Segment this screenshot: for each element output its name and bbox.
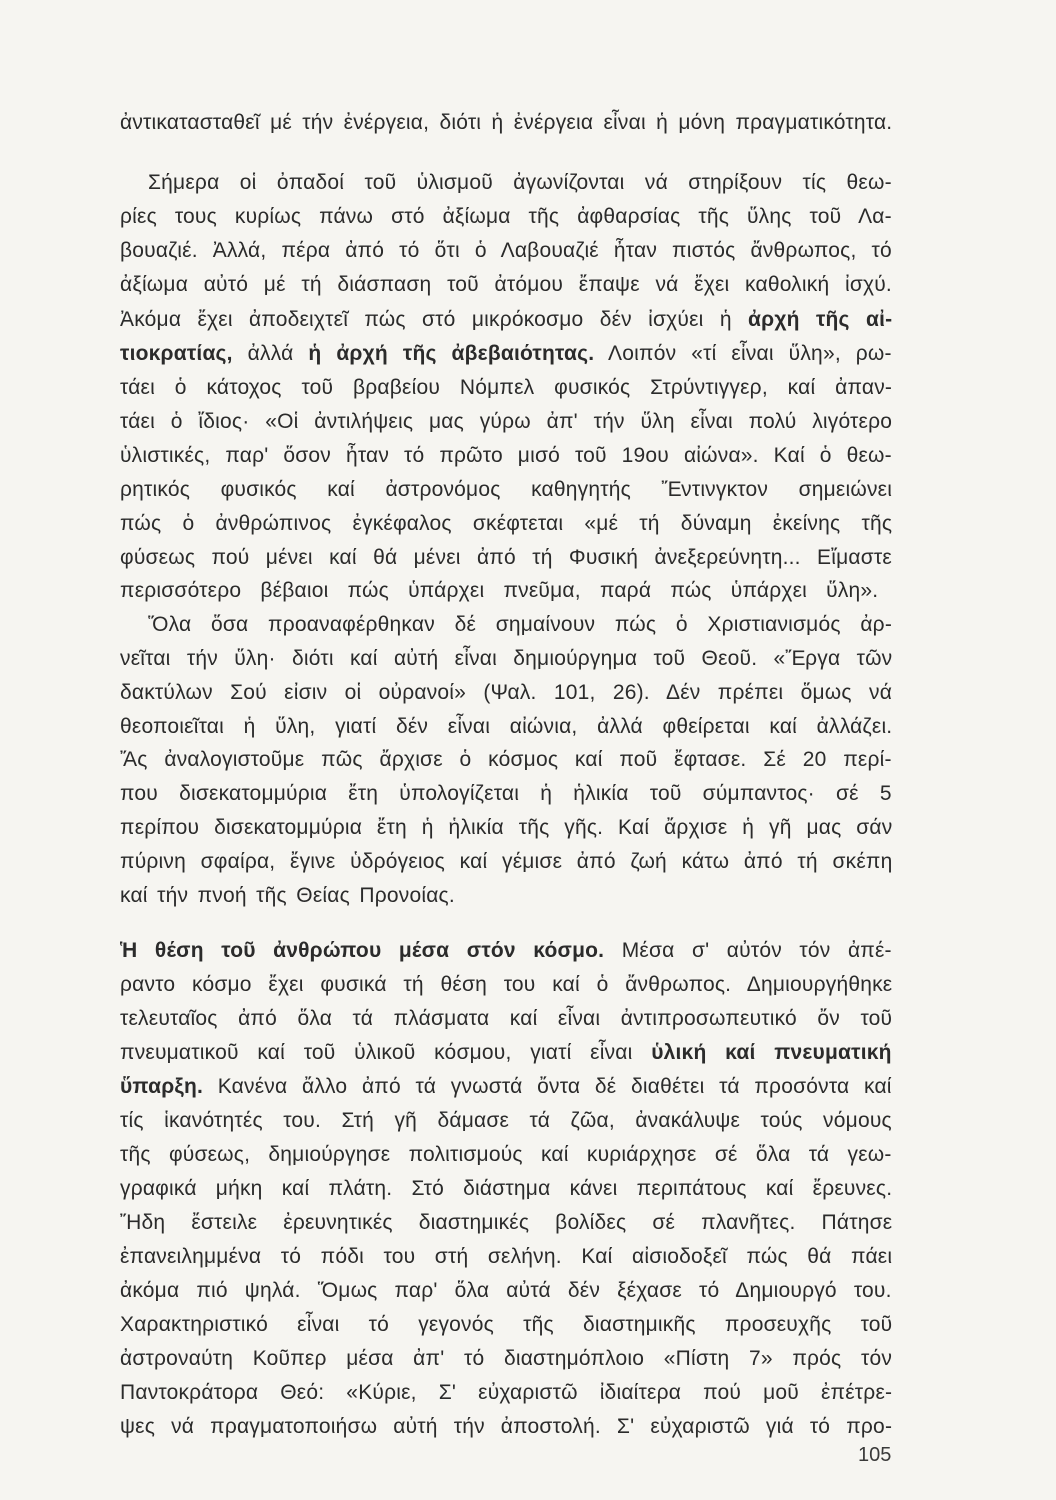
text-span: περίπου δισεκατομμύρια ἔτη ἡ ἡλικία τῆς γῆς. Καί ἄρχισε ἡ γῆ μας σάν (120, 816, 893, 839)
text-line (120, 307, 892, 333)
text-line (120, 375, 892, 401)
text-line (120, 1278, 892, 1304)
bold-text: ὕπαρξη. (120, 1075, 204, 1098)
text-line (120, 443, 892, 469)
text-line (120, 341, 892, 367)
text-line (120, 511, 892, 537)
text-line (120, 409, 892, 435)
text-line (120, 781, 892, 807)
text-line (120, 1414, 892, 1440)
text-span: πώς ὁ ἀνθρώπινος ἐγκέφαλος σκέφτεται «μέ τή δύναμη ἐκείνης τῆς (120, 512, 893, 535)
text-line (120, 883, 455, 909)
text-span: νεῖται τήν ὕλη· διότι καί αὐτή εἶναι δημιούργημα τοῦ Θεοῦ. «Ἔργα τῶν (120, 647, 893, 670)
text-span: ρητικός φυσικός καί ἀστρονόμος καθηγητής Ἔντινγκτον σημειώνει (120, 478, 893, 501)
text-line (148, 170, 892, 196)
page-number: 105 (858, 1444, 892, 1466)
text-line (120, 1040, 892, 1066)
bold-text: τιοκρατίας, (120, 342, 233, 365)
text-line (120, 238, 892, 264)
text-line (120, 938, 892, 964)
text-line (120, 972, 892, 998)
text-line (120, 272, 892, 298)
text-line (120, 1210, 892, 1236)
text-span: τελευταῖος ἀπό ὅλα τά πλάσματα καί εἶναι ἀντιπροσωπευτικό ὄν τοῦ (120, 1007, 893, 1030)
text-line (120, 545, 892, 571)
text-line (120, 477, 892, 503)
text-line (120, 1074, 892, 1100)
text-span: Σήμερα οἱ ὀπαδοί τοῦ ὑλισμοῦ ἀγωνίζονται νά στηρίξουν τίς θεω- (148, 171, 892, 194)
text-line (120, 646, 892, 672)
text-span: ἀκόμα πιό ψηλά. Ὅμως παρ' ὅλα αὐτά δέν ξέχασε τό Δημιουργό του. (120, 1279, 892, 1302)
text-line (120, 1244, 892, 1270)
text-span: καί τήν πνοή τῆς Θείας Προνοίας. (120, 884, 455, 907)
text-span: δακτύλων Σού εἰσιν οἱ οὐρανοί» (Ψαλ. 101, 26). Δέν πρέπει ὅμως νά (120, 681, 893, 704)
text-line (120, 815, 892, 841)
text-line (120, 204, 892, 230)
text-line (120, 1006, 892, 1032)
text-span: περισσότερο βέβαιοι πώς ὑπάρχει πνεῦμα, παρά πώς ὑπάρχει ὕλη». (120, 579, 879, 602)
text-span: Παντοκράτορα Θεό: «Κύριε, Σ' εὐχαριστῶ ἰδιαίτερα πού μοῦ ἐπέτρε- (120, 1381, 893, 1404)
text-span: Χαρακτηριστικό εἶναι τό γεγονός τῆς διαστημικῆς προσευχῆς τοῦ (120, 1313, 893, 1336)
text-span: ἀστροναύτη Κοῦπερ μέσα ἀπ' τό διαστημόπλοιο «Πίστη 7» πρός τόν (120, 1347, 893, 1370)
text-span: Ὅλα ὅσα προαναφέρθηκαν δέ σημαίνουν πώς ὁ Χριστιανισμός ἀρ- (148, 613, 893, 636)
text-span: φύσεως πού μένει καί θά μένει ἀπό τή Φυσική ἀνεξερεύνητη... Εἴμαστε (120, 546, 892, 569)
text-span: ρίες τους κυρίως πάνω στό ἀξίωμα τῆς ἀφθαρσίας τῆς ὕλης τοῦ Λα- (120, 205, 892, 228)
bold-text: ὑλική καί πνευματική (651, 1041, 892, 1064)
text-line (120, 1380, 892, 1406)
text-span: Κανένα ἄλλο ἀπό τά γνωστά ὄντα δέ διαθέτει τά προσόντα καί (203, 1075, 892, 1098)
bold-text: ἡ ἀρχή τῆς ἀβεβαιότητας. (308, 342, 595, 365)
text-span: Λοιπόν «τί εἶναι ὕλη», ρω- (594, 342, 892, 365)
text-line (120, 680, 892, 706)
text-line (120, 747, 892, 773)
text-span: ἀντικατασταθεῖ μέ τήν ἐνέργεια, διότι ἡ ἐνέργεια εἶναι ἡ μόνη πραγματικότητα. (120, 111, 893, 134)
text-span: ἀξίωμα αὐτό μέ τή διάσπαση τοῦ ἀτόμου ἔπαψε νά ἔχει καθολική ἰσχύ. (120, 273, 892, 296)
text-span: Ἤδη ἔστειλε ἐρευνητικές διαστημικές βολίδες σέ πλανῆτες. Πάτησε (120, 1211, 893, 1234)
text-line (120, 1346, 892, 1372)
text-span: γραφικά μήκη καί πλάτη. Στό διάστημα κάνει περιπάτους καί ἔρευνες. (120, 1177, 893, 1200)
text-span: τάει ὁ ἴδιος· «Οἱ ἀντιλήψεις μας γύρω ἀπ' τήν ὕλη εἶναι πολύ λιγότερο (120, 410, 893, 433)
text-span: Μέσα σ' αὐτόν τόν ἀπέ- (604, 939, 892, 962)
text-line (120, 1312, 892, 1338)
bold-text: Ἡ θέση τοῦ ἀνθρώπου μέσα στόν κόσμο. (120, 939, 605, 962)
text-span: πύρινη σφαίρα, ἔγινε ὑδρόγειος καί γέμισε ἀπό ζωή κάτω ἀπό τή σκέπη (120, 850, 893, 873)
text-line (120, 1108, 892, 1134)
text-span: τάει ὁ κάτοχος τοῦ βραβείου Νόμπελ φυσικός Στρύντιγγερ, καί ἀπαν- (120, 376, 893, 399)
text-span: ραντο κόσμο ἔχει φυσικά τή θέση του καί ὁ ἄνθρωπος. Δημιουργήθηκε (120, 973, 893, 996)
text-span: τῆς φύσεως, δημιούργησε πολιτισμούς καί κυριάρχησε σέ ὅλα τά γεω- (120, 1143, 892, 1166)
text-line (120, 578, 878, 604)
text-span: βουαζιέ. Ἀλλά, πέρα ἀπό τό ὅτι ὁ Λαβουαζιέ ἦταν πιστός ἄνθρωπος, τό (120, 239, 892, 262)
text-line (120, 714, 892, 740)
text-line (120, 1176, 892, 1202)
text-span: τίς ἱκανότητές του. Στή γῆ δάμασε τά ζῶα, ἀνακάλυψε τούς νόμους (120, 1109, 892, 1132)
bold-text: ἀρχή τῆς αἰ- (748, 308, 893, 331)
text-span: πνευματικοῦ καί τοῦ ὑλικοῦ κόσμου, γιατί εἶναι (120, 1041, 652, 1064)
text-span: ὑλιστικές, παρ' ὅσον ἦταν τό πρῶτο μισό τοῦ 19ου αἰώνα». Καί ὁ θεω- (120, 444, 892, 467)
text-span: ἐπανειλημμένα τό πόδι του στή σελήνη. Καί αἰσιοδοξεῖ πώς θά πάει (120, 1245, 893, 1268)
text-line (148, 612, 892, 638)
text-span: θεοποιεῖται ἡ ὕλη, γιατί δέν εἶναι αἰώνια, ἀλλά φθείρεται καί ἀλλάζει. (120, 715, 893, 738)
text-line (120, 849, 892, 875)
text-line (120, 110, 892, 136)
text-span: Ἀκόμα ἔχει ἀποδειχτεῖ πώς στό μικρόκοσμο δέν ἰσχύει ἡ (120, 308, 749, 331)
text-span: που δισεκατομμύρια ἔτη ὑπολογίζεται ἡ ἡλικία τοῦ σύμπαντος· σέ 5 (120, 782, 892, 805)
text-span: Ἄς ἀναλογιστοῦμε πῶς ἄρχισε ὁ κόσμος καί ποῦ ἔφτασε. Σέ 20 περί- (120, 748, 892, 771)
text-span: ἀλλά (232, 342, 309, 365)
text-line (120, 1142, 892, 1168)
text-span: ψες νά πραγματοποιήσω αὐτή τήν ἀποστολή. Σ' εὐχαριστῶ γιά τό προ- (120, 1415, 893, 1438)
